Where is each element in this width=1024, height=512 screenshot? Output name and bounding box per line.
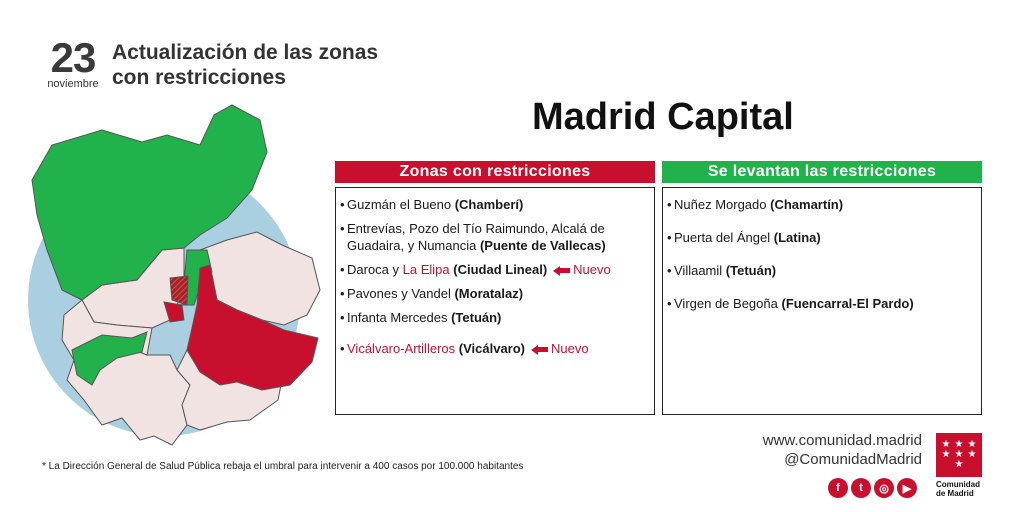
new-badge: Nuevo xyxy=(525,341,589,356)
list-item: • Entrevías, Pozo del Tío Raimundo, Alcalá de Guadaira, y Numancia (Puente de Vallecas) xyxy=(340,221,606,253)
social-handle[interactable]: @ComunidadMadrid xyxy=(784,451,922,468)
lifted-header: Se levantan las restricciones xyxy=(662,161,982,183)
logo-line2: de Madrid xyxy=(936,489,974,498)
region-title: Madrid Capital xyxy=(532,96,794,138)
new-badge: Nuevo xyxy=(547,262,611,277)
headline xyxy=(112,40,378,90)
website-link[interactable]: www.comunidad.madrid xyxy=(762,432,922,449)
date-day: 23 xyxy=(50,34,96,81)
lifted-list xyxy=(662,187,982,415)
social-icons xyxy=(828,478,917,498)
youtube-icon[interactable]: ▶ xyxy=(897,478,917,498)
comunidad-madrid-logo xyxy=(936,433,982,498)
arrow-left-icon xyxy=(553,266,560,276)
list-item: • Daroca y La Elipa (Ciudad Lineal) Nuevo xyxy=(340,262,611,277)
district-map xyxy=(22,100,332,460)
date-block xyxy=(42,34,104,90)
restricted-header: Zonas con restricciones xyxy=(335,161,655,183)
restricted-list xyxy=(335,187,655,415)
contact-links xyxy=(763,431,922,469)
lifted-panel xyxy=(662,161,982,415)
facebook-icon[interactable]: f xyxy=(828,478,848,498)
arrow-left-icon xyxy=(531,345,538,355)
restricted-panel xyxy=(335,161,655,415)
list-item: • Infanta Mercedes (Tetuán) xyxy=(340,310,502,325)
flag-icon: ★ ★ ★ ★ ★ ★ ★ xyxy=(936,433,982,477)
twitter-icon[interactable]: t xyxy=(851,478,871,498)
list-item: • Vicálvaro-Artilleros (Vicálvaro) Nuevo xyxy=(340,341,589,356)
list-item: • Virgen de Begoña (Fuencarral-El Pardo) xyxy=(667,296,914,311)
headline-line1: Actualización de las zonas xyxy=(112,41,379,64)
list-item: • Pavones y Vandel (Moratalaz) xyxy=(340,286,524,301)
headline-line2: con restricciones xyxy=(112,66,286,89)
date-month: noviembre xyxy=(47,78,99,90)
logo-line1: Comunidad xyxy=(936,480,980,489)
list-item: • Guzmán el Bueno (Chamberí) xyxy=(340,197,524,212)
list-item: • Nuñez Morgado (Chamartín) xyxy=(667,197,844,212)
list-item: • Villaamil (Tetuán) xyxy=(667,263,777,278)
instagram-icon[interactable]: ◎ xyxy=(874,478,894,498)
list-item: • Puerta del Ángel (Latina) xyxy=(667,230,821,245)
footnote: * La Dirección General de Salud Pública rebaja el umbral para intervenir a 400 casos por 100.000 habitantes xyxy=(42,461,524,472)
